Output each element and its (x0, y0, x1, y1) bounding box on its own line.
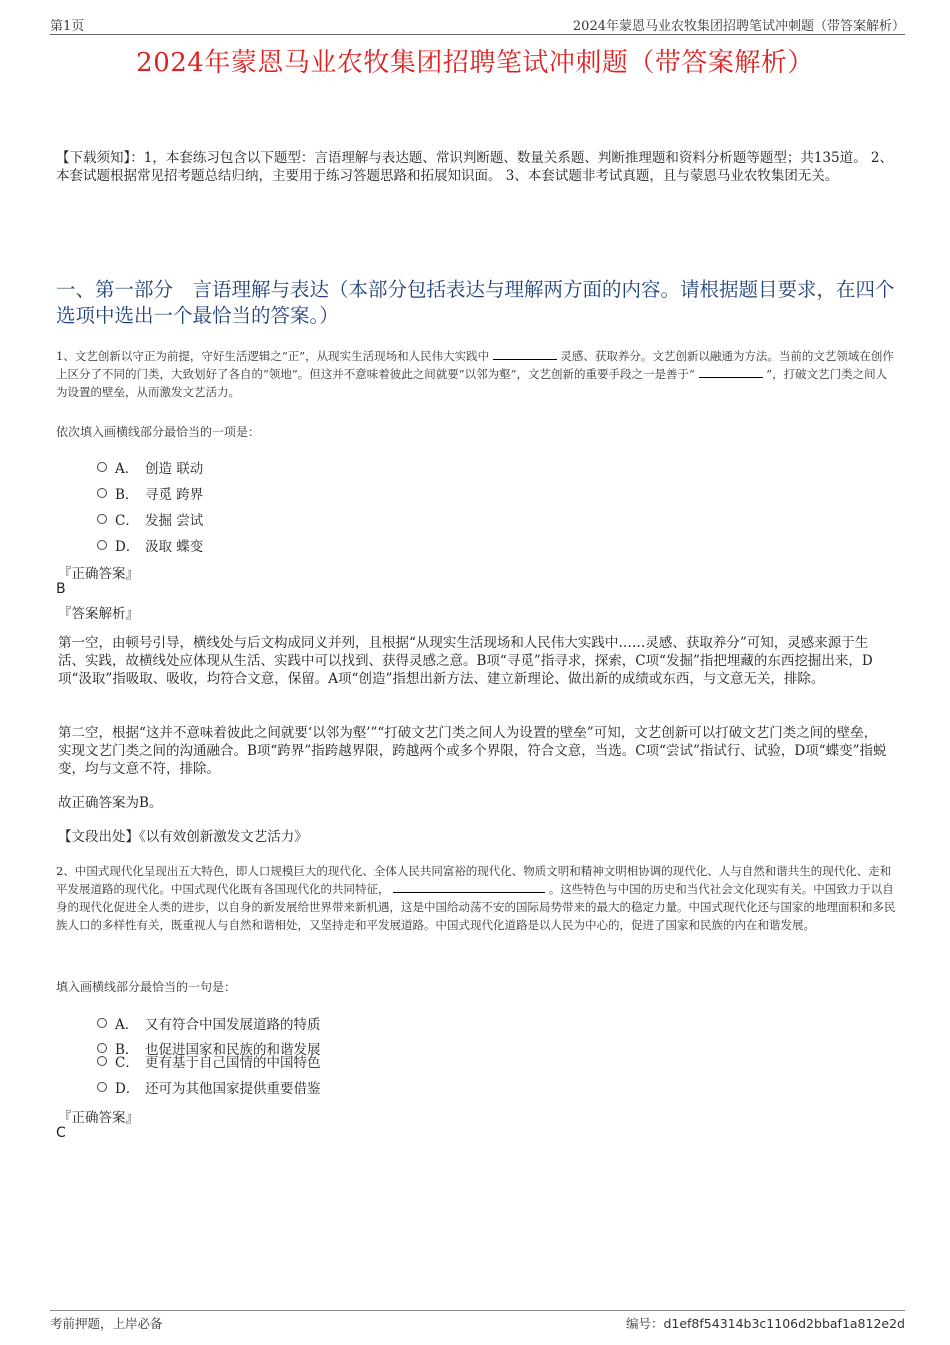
radio-icon[interactable] (97, 540, 107, 550)
q1-answer: B (56, 581, 66, 597)
page-footer (50, 1310, 905, 1331)
radio-icon[interactable] (97, 1043, 107, 1053)
option-text: 又有符合中国发展道路的特质 (145, 1017, 321, 1033)
q1-stem-part-a: 1、文艺创新以守正为前提，守好生活逻辑之“正”，从现实生活现场和人民伟大实践中 (56, 349, 490, 363)
radio-icon[interactable] (97, 462, 107, 472)
option-label: C． (115, 513, 139, 529)
option-text: 更有基于自己国情的中国特色 (145, 1055, 321, 1071)
radio-icon[interactable] (97, 514, 107, 524)
footer-code-label: 编号： (625, 1316, 664, 1331)
footer-code (626, 1314, 905, 1332)
option-label: C． (115, 1055, 139, 1071)
q2-answer: C (56, 1125, 66, 1141)
q1-stem-part-c: ”，打破文艺门类之间人为设置的壁垒，从而激发文艺活力。 (56, 367, 888, 399)
q1-analysis-paragraph-1: 第一空，由顿号引导，横线处与后文构成同义并列，且根据“从现实生活现场和人民伟大实践中……灵感、获取养分”可知，灵感来源于生活、实践，故横线处应体现从生活、实践中可以找到、获得灵感之意。B项“寻觅”指寻求，探索，C项“发掘”指把埋藏的东西挖掘出来，D项“汲取”指吸取、吸收，均符合文意，保留。A项“创造”指想出新方法、建立新理论、做出新的成绩或东西，与文意无关，排除。 (58, 635, 873, 687)
document-title: 2024年蒙恩马业农牧集团招聘笔试冲刺题（带答案解析） (136, 48, 814, 78)
option-label: A． (115, 1017, 139, 1033)
radio-icon[interactable] (97, 1056, 107, 1066)
q2-stem-part-a: 2、中国式现代化呈现出五大特色，即人口规模巨大的现代化、全体人民共同富裕的现代化、物质文明和精神文明相协调的现代化、人与自然和谐共生的现代化、走和平发展道路的现代化。中国式现代化既有各国现代化的共同特征， (56, 864, 892, 896)
option-text: 寻觅 跨界 (145, 487, 204, 503)
q2-answer-tag: 『正确答案』 (58, 1110, 139, 1126)
page-number: 第1页 (50, 19, 85, 34)
q1-analysis-paragraph-2: 第二空，根据“这并不意味着彼此之间就要‘以邻为壑’”“打破文艺门类之间人为设置的壁垒”可知，文艺创新可以打破文艺门类之间的壁垒，实现文艺门类之间的沟通融合。B项“跨界”指跨越界限，跨越两个或多个界限，符合文意，当选。C项“尝试”指试行、试验，D项“蝶变”指蜕变，均与文意不符，排除。 (58, 725, 887, 777)
option-label: D． (115, 539, 140, 555)
header-doc-title: 2024年蒙恩马业农牧集团招聘笔试冲刺题（带答案解析） (572, 19, 905, 34)
q2-blank (393, 880, 545, 893)
q1-prompt: 依次填入画横线部分最恰当的一项是： (56, 425, 261, 439)
page-header (50, 14, 905, 35)
option-text: 创造 联动 (145, 461, 204, 477)
radio-icon[interactable] (97, 1082, 107, 1092)
q1-answer-tag: 『正确答案』 (58, 566, 139, 582)
option-label: D． (115, 1081, 140, 1097)
q1-stem-part-b: 灵感、获取养分。文艺创新以融通为方法。当前的文艺领域在创作上区分了不同的门类，大致划好了各自的“领地”。但这并不意味着彼此之间就要“以邻为壑”，文艺创新的重要手段之一是善于“ (56, 349, 894, 381)
q2-prompt: 填入画横线部分最恰当的一句是： (56, 980, 237, 994)
q2-stem-part-b: 。这些特色与中国的历史和当代社会文化现实有关。中国致力于以自身的现代化促进全人类的进步，以自身的新发展给世界带来新机遇，这是中国给动荡不安的国际局势带来的最大的稳定力量。中国式现代化还与国家的地理面积和多民族人口的多样性有关，既重视人与自然和谐相处，又坚持走和平发展道路。中国式现代化道路是以人民为中心的，促进了国家和民族的内在和谐发展。 (56, 882, 896, 932)
radio-icon[interactable] (97, 488, 107, 498)
option-text: 汲取 蝶变 (145, 539, 204, 555)
q1-blank-2 (699, 365, 763, 378)
section-title: 一、第一部分 言语理解与表达（本部分包括表达与理解两方面的内容。请根据题目要求，在四个选项中选出一个最恰当的答案。） (56, 278, 895, 327)
q1-conclusion: 故正确答案为B。 (58, 795, 163, 811)
download-notice: 【下载须知】：1，本套练习包含以下题型：言语理解与表达题、常识判断题、数量关系题、判断推理题和资料分析题等题型；共135道。 2、本套试题根据常见招考题总结归纳，主要用于练习答题思路和拓展知识面。 3、本套试题非考试真题，且与蒙恩马业农牧集团无关。 (56, 150, 893, 184)
question-1-stem (56, 347, 898, 401)
q1-blank-1 (493, 347, 557, 360)
option-label: B． (115, 487, 139, 503)
q1-analysis-tag: 『答案解析』 (58, 606, 139, 622)
footer-slogan: 考前押题，上岸必备 (50, 1316, 163, 1331)
option-text: 发掘 尝试 (145, 513, 204, 529)
radio-icon[interactable] (97, 1018, 107, 1028)
option-text: 还可为其他国家提供重要借鉴 (145, 1081, 321, 1097)
footer-code-value: d1ef8f54314b3c1106d2bbaf1a812e2d (663, 1316, 905, 1331)
q1-source: 【文段出处】《以有效创新激发文艺活力》 (58, 829, 308, 845)
option-label: A． (115, 461, 139, 477)
option-text: 也促进国家和民族的和谐发展 (145, 1042, 321, 1058)
question-2-stem (56, 862, 898, 934)
option-label: B． (115, 1042, 139, 1058)
